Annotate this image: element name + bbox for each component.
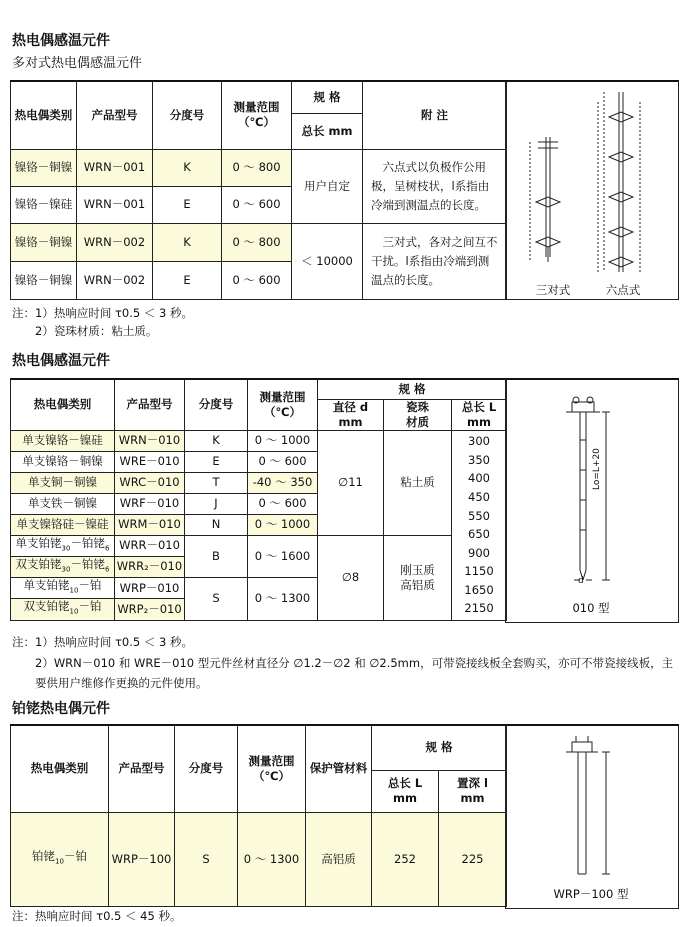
table-platinum-element bbox=[10, 724, 507, 907]
length-custom: 用户自定 bbox=[292, 149, 363, 223]
table-row: 单支铁－铜镍 WRF－010 J 0 ～ 600 bbox=[11, 493, 507, 514]
fig-label-three-pair: 三对式 bbox=[535, 283, 571, 297]
section2-note-2: 2）WRN－010 和 WRE－010 型元件丝材直径分 ∅1.2－∅2 和 ∅2.5mm，可带瓷接线板全套购买，亦可不带瓷接线板，主 bbox=[12, 656, 674, 670]
table-row: 单支镍铬－铜镍 WRE－010 E 0 ～ 600 bbox=[11, 451, 507, 472]
table-single-element bbox=[10, 378, 507, 621]
grade-b: B bbox=[185, 535, 248, 578]
th-grade: 分度号 bbox=[175, 725, 238, 812]
length-list: 300 350 400 450 550 650 900 1150 1650 2150 bbox=[452, 430, 507, 620]
fig-label-010: 010 型 bbox=[572, 601, 610, 615]
fig-label-six-point: 六点式 bbox=[605, 283, 641, 297]
table-row: 单支铜－铜镍 WRC－010 T -40 ～ 350 bbox=[11, 472, 507, 493]
table-row: 镍铬－镍硅 WRN－001 E 0 ～ 600 bbox=[11, 186, 507, 223]
length-max: ＜ 10000 bbox=[292, 223, 363, 299]
th-grade: 分度号 bbox=[153, 81, 222, 149]
table-row: 镍铬－铜镍 WRN－001 K 0 ～ 800 用户自定 六点式以负极作公用极，呈树枝状，l系指由冷端到测温点的长度。 bbox=[11, 149, 507, 186]
section1-title: 热电偶感温元件 bbox=[12, 33, 110, 49]
th-model: 产品型号 bbox=[77, 81, 153, 149]
dia-8: ∅8 bbox=[318, 535, 384, 620]
section3-title: 铂铑热电偶元件 bbox=[12, 701, 110, 717]
thermocouple-wrp100-drawing-icon bbox=[506, 726, 678, 908]
grade-s: S bbox=[185, 578, 248, 621]
th-model: 产品型号 bbox=[109, 725, 175, 812]
table-row: 单支铂铑$_{30}$－铂铑$_6$ WRR－010 B 0 ～ 1600 ∅8 刚玉质 高铝质 bbox=[11, 535, 507, 556]
fig-dimension-label: Lo=L+20 bbox=[592, 448, 602, 490]
mat-corundum: 刚玉质 高铝质 bbox=[384, 535, 452, 620]
section1-note-2: 2）瓷珠材质：粘土质。 bbox=[12, 324, 158, 338]
table-row: 双支铂铑$_{10}$－铂 WRP₂－010 bbox=[11, 599, 507, 620]
table-row: 单支镍铬－镍硅 WRN－010 K 0 ～ 1000 ∅11 粘土质 300 350 400 450 550 650 900 1150 1650 2150 bbox=[11, 430, 507, 451]
table-row: 单支铂铑$_{10}$－铂 WRP－010 S 0 ～ 1300 bbox=[11, 578, 507, 599]
th-spec: 规 格 bbox=[292, 81, 363, 113]
dia-11: ∅11 bbox=[318, 430, 384, 535]
section1-subtitle: 多对式热电偶感温元件 bbox=[12, 56, 143, 71]
section2-note-3: 要供用户维修作更换的元件使用。 bbox=[12, 676, 208, 690]
section2-title: 热电偶感温元件 bbox=[12, 353, 110, 369]
mat-clay: 粘土质 bbox=[384, 430, 452, 535]
thermocouple-drawing-icon bbox=[506, 82, 678, 299]
th-type: 热电偶类别 bbox=[11, 81, 77, 149]
th-depth: 置深 l mm bbox=[439, 770, 507, 812]
thermocouple-010-drawing-icon bbox=[506, 380, 678, 622]
section1-note-1: 注：1）热响应时间 τ0.5 ＜ 3 秒。 bbox=[12, 306, 193, 320]
table-row: 铂铑$_{10}$－铂 WRP－100 S 0 ～ 1300 高铝质 252 225 bbox=[11, 812, 507, 906]
figure-010 bbox=[505, 378, 679, 623]
fig-dia-label: d bbox=[578, 576, 584, 586]
th-range: 测量范围 （℃） bbox=[248, 379, 318, 430]
fig-label-wrp100: WRP－100 型 bbox=[553, 887, 629, 901]
figure-wrp100 bbox=[505, 724, 679, 909]
th-len: 总长 L mm bbox=[452, 399, 507, 430]
th-mat: 瓷珠 材质 bbox=[384, 399, 452, 430]
range-s: 0 ～ 1300 bbox=[248, 578, 318, 621]
table-row: 镍铬－铜镍 WRN－002 E 0 ～ 600 bbox=[11, 261, 507, 299]
section2-note-1: 注：1）热响应时间 τ0.5 ＜ 3 秒。 bbox=[12, 635, 193, 649]
note-three-pair: 三对式，各对之间互不干扰。l系指由冷端到测温点的长度。 bbox=[363, 223, 507, 299]
table-row: 镍铬－铜镍 WRN－002 K 0 ～ 800 ＜ 10000 三对式，各对之间互不干扰。l系指由冷端到测温点的长度。 bbox=[11, 223, 507, 261]
table-row: 单支镍铬硅－镍硅 WRM－010 N 0 ～ 1000 bbox=[11, 514, 507, 535]
th-type: 热电偶类别 bbox=[11, 379, 115, 430]
th-length: 总长 mm bbox=[292, 113, 363, 149]
th-range: 测量范围 （℃） bbox=[222, 81, 292, 149]
th-len: 总长 L mm bbox=[372, 770, 439, 812]
th-tube: 保护管材料 bbox=[306, 725, 372, 812]
note-six-point: 六点式以负极作公用极，呈树枝状，l系指由冷端到测温点的长度。 bbox=[363, 149, 507, 223]
th-spec: 规 格 bbox=[318, 379, 507, 399]
th-type: 热电偶类别 bbox=[11, 725, 109, 812]
th-spec: 规 格 bbox=[372, 725, 507, 770]
section3-note-1: 注：热响应时间 τ0.5 ＜ 45 秒。 bbox=[12, 909, 182, 923]
table-row: 双支铂铑$_{30}$－铂铑$_6$ WRR₂－010 bbox=[11, 556, 507, 577]
th-grade: 分度号 bbox=[185, 379, 248, 430]
th-range: 测量范围 （℃） bbox=[238, 725, 306, 812]
figure-multipoint bbox=[505, 80, 679, 300]
table-multipoint bbox=[10, 80, 507, 300]
range-b: 0 ～ 1600 bbox=[248, 535, 318, 578]
th-model: 产品型号 bbox=[115, 379, 185, 430]
th-note: 附 注 bbox=[363, 81, 507, 149]
th-dia: 直径 d mm bbox=[318, 399, 384, 430]
